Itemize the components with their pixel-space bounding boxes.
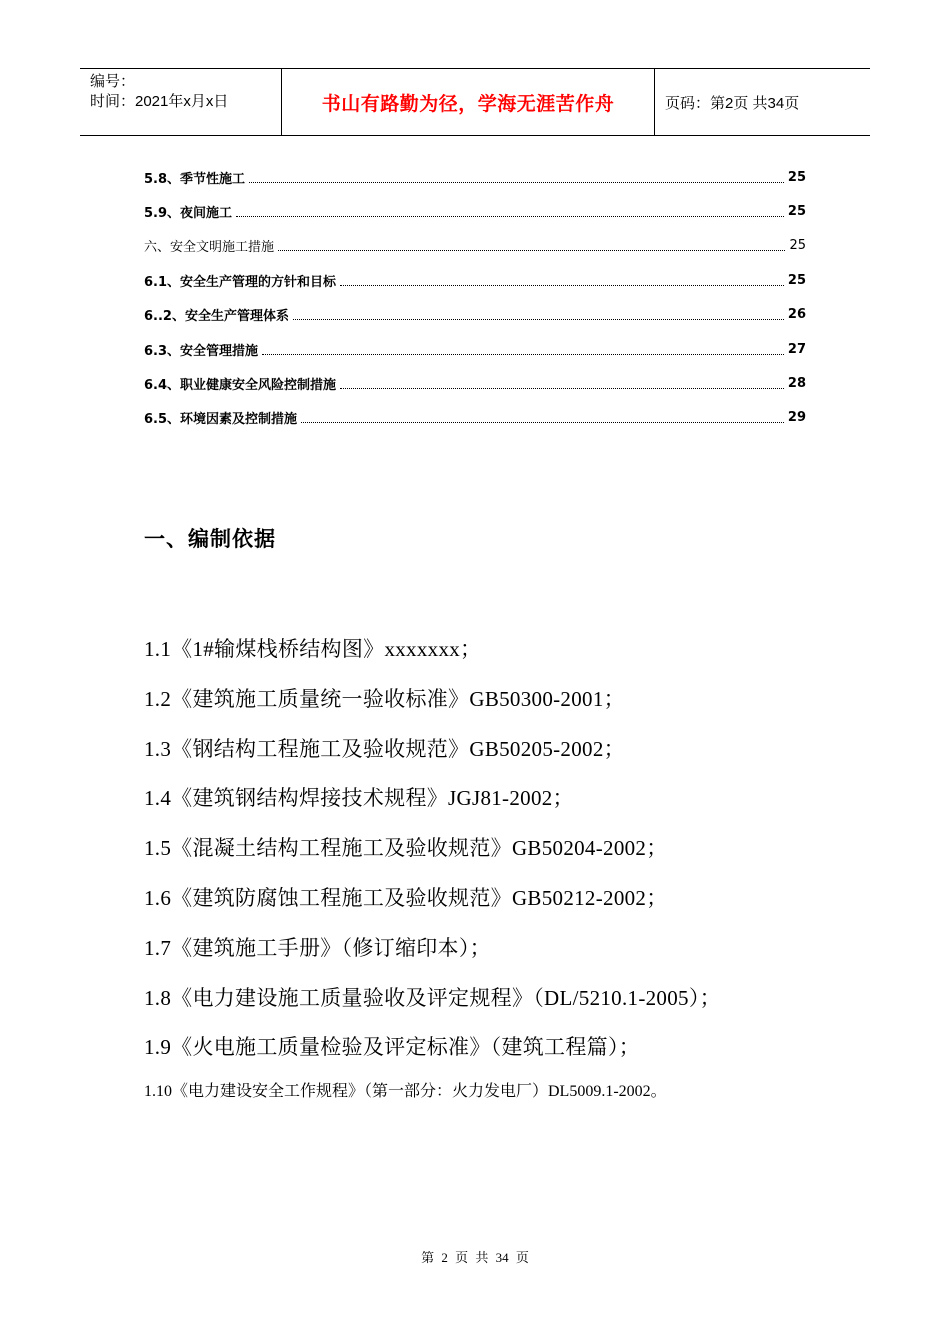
document-number-label: 编号： <box>90 73 136 90</box>
reference-item: 1.4《建筑钢结构焊接技术规程》JGJ81-2002； <box>144 786 574 811</box>
toc-entry-title: 6..2、安全生产管理体系 <box>144 309 289 325</box>
toc-entry[interactable] <box>144 401 806 435</box>
toc-entry-page: 29 <box>787 410 806 426</box>
header-page-info <box>655 69 870 135</box>
reference-item: 1.1《1#输煤栈桥结构图》xxxxxxx； <box>144 637 482 661</box>
toc-entry-title: 6.1、安全生产管理的方针和目标 <box>144 274 337 290</box>
toc-entry-title: 5.8、季节性施工 <box>144 171 246 187</box>
toc-leader-dots <box>340 388 784 389</box>
reference-list <box>144 632 844 1106</box>
reference-item: 1.3《钢结构工程施工及验收规范》GB50205-2002； <box>144 736 625 761</box>
reference-item: 1.6《建筑防腐蚀工程施工及验收规范》GB50212-2002； <box>144 885 668 910</box>
reference-item: 1.10《电力建设安全工作规程》（第一部分：火力发电厂）DL5009.1-2002。 <box>144 1083 667 1101</box>
toc-entry[interactable] <box>144 298 806 332</box>
table-of-contents <box>144 160 806 435</box>
reference-item: 1.2《建筑施工质量统一验收标准》GB50300-2001； <box>144 686 625 711</box>
toc-leader-dots <box>278 250 785 251</box>
toc-entry[interactable] <box>144 366 806 400</box>
toc-entry-page: 26 <box>787 307 806 323</box>
toc-entry-page: 27 <box>787 341 806 357</box>
toc-entry[interactable] <box>144 160 806 194</box>
header-motto-cell <box>281 69 655 135</box>
header-motto: 书山有路勤为径，学海无涯苦作舟 <box>321 92 615 115</box>
toc-leader-dots <box>340 285 784 286</box>
toc-leader-dots <box>293 319 784 320</box>
toc-entry-title: 六、安全文明施工措施 <box>144 240 275 256</box>
toc-entry-page: 25 <box>787 272 806 288</box>
reference-item: 1.8《电力建设施工质量验收及评定规程》（DL/5210.1-2005）； <box>144 985 721 1010</box>
toc-entry[interactable] <box>144 263 806 297</box>
toc-leader-dots <box>249 182 784 183</box>
reference-item: 1.7《建筑施工手册》（修订缩印本）； <box>144 935 491 960</box>
page-info-text: 页码：第2页 共34页 <box>665 94 800 112</box>
toc-leader-dots <box>262 354 784 355</box>
toc-entry-title: 6.5、环境因素及控制措施 <box>144 412 298 428</box>
toc-entry[interactable] <box>144 229 806 263</box>
toc-leader-dots <box>301 422 784 423</box>
toc-entry-page: 25 <box>787 169 806 185</box>
toc-entry[interactable] <box>144 332 806 366</box>
toc-entry-page: 28 <box>787 376 806 392</box>
toc-entry[interactable] <box>144 194 806 228</box>
reference-item: 1.5《混凝土结构工程施工及验收规范》GB50204-2002； <box>144 836 668 861</box>
page-header <box>80 68 870 136</box>
toc-entry-page: 25 <box>787 204 806 220</box>
toc-entry-title: 6.3、安全管理措施 <box>144 343 259 359</box>
header-meta <box>80 69 281 135</box>
toc-entry-title: 5.9、夜间施工 <box>144 206 233 222</box>
reference-item: 1.9《火电施工质量检验及评定标准》（建筑工程篇）； <box>144 1035 641 1060</box>
toc-entry-page: 25 <box>789 238 806 254</box>
document-date: 时间：2021年x月x日 <box>90 93 229 110</box>
section-heading: 一、编制依据 <box>144 527 276 551</box>
toc-entry-title: 6.4、职业健康安全风险控制措施 <box>144 378 337 394</box>
page-footer: 第 2 页 共 34 页 <box>421 1250 529 1265</box>
toc-leader-dots <box>236 216 784 217</box>
